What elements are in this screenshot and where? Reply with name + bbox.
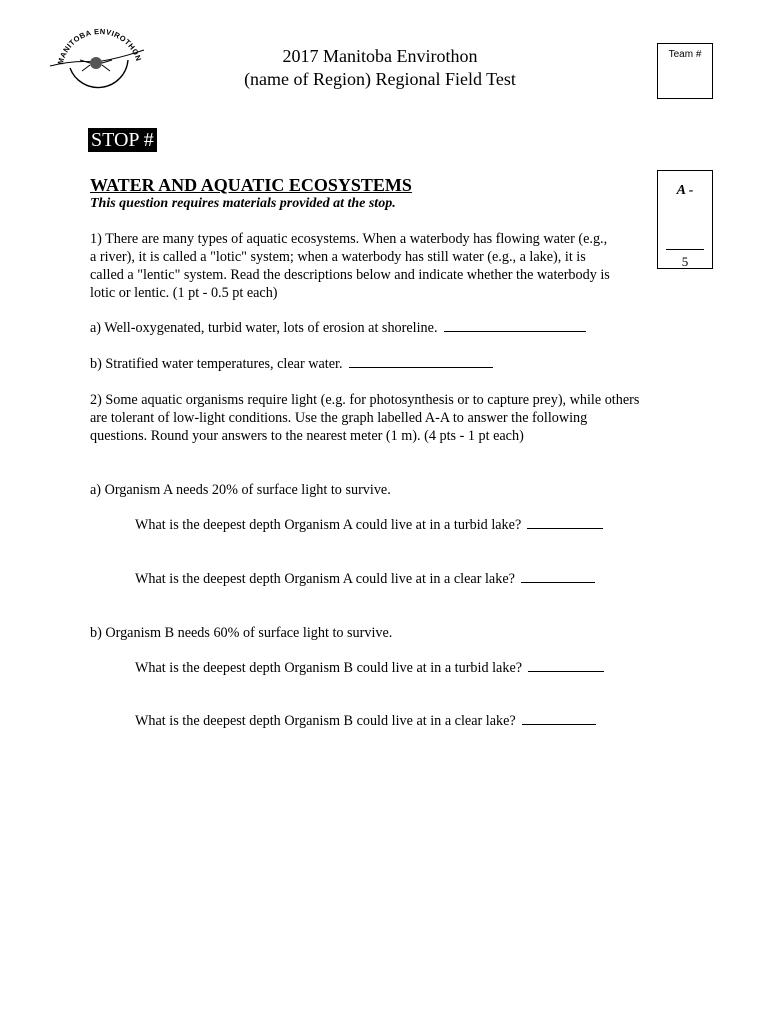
header-title-line2: (name of Region) Regional Field Test (244, 69, 516, 89)
score-label: A - (676, 183, 694, 198)
score-underline (666, 249, 704, 250)
header-title-line1: 2017 Manitoba Envirothon (282, 46, 478, 66)
answer-blank-1a[interactable] (444, 319, 586, 332)
answer-blank-1b[interactable] (349, 355, 493, 368)
question-2b-intro: b) Organism B needs 60% of surface light to survive. (90, 625, 393, 641)
question-2a-intro: a) Organism A needs 20% of surface light to survive. (90, 482, 391, 498)
question-1a-text: a) Well-oxygenated, turbid water, lots of erosion at shoreline. (90, 320, 438, 336)
section-title: WATER AND AQUATIC ECOSYSTEMS (90, 175, 412, 195)
question-2b-clear-text: What is the deepest depth Organism B could live at in a clear lake? (135, 713, 516, 729)
question-1-line: lotic or lentic. (1 pt - 0.5 pt each) (90, 285, 278, 301)
question-2-line: questions. Round your answers to the nearest meter (1 m). (4 pts - 1 pt each) (90, 428, 524, 444)
logo-text: MANITOBA ENVIROTHON (55, 26, 144, 66)
question-1a (90, 319, 586, 337)
score-total: 5 (681, 254, 689, 269)
question-1-line: a river), it is called a "lotic" system; when a waterbody has still water (e.g., a lake), it is (90, 249, 586, 265)
question-2-line: are tolerant of low-light conditions. Use the graph labelled A-A to answer the following (90, 410, 588, 426)
question-2b-clear (135, 712, 596, 730)
question-2-line: 2) Some aquatic organisms require light (e.g. for photosynthesis or to capture prey), while others (90, 392, 640, 408)
answer-blank-2b-turbid[interactable] (528, 659, 604, 672)
answer-blank-2a-turbid[interactable] (527, 516, 603, 529)
question-2a-turbid-text: What is the deepest depth Organism A could live at in a turbid lake? (135, 517, 522, 533)
envirothon-logo (44, 16, 156, 116)
question-2a-turbid (135, 516, 603, 534)
question-1b-text: b) Stratified water temperatures, clear water. (90, 356, 343, 372)
question-1-text (90, 230, 660, 302)
question-2b-turbid (135, 659, 604, 677)
question-1-line: called a "lentic" system. Read the descriptions below and indicate whether the waterbody is (90, 267, 610, 283)
question-1b (90, 355, 493, 373)
question-2a-clear (135, 570, 595, 588)
team-number-box[interactable] (657, 43, 713, 99)
answer-blank-2a-clear[interactable] (521, 570, 595, 583)
answer-blank-2b-clear[interactable] (522, 712, 596, 725)
score-box[interactable] (657, 170, 713, 269)
question-2b-turbid-text: What is the deepest depth Organism B could live at in a turbid lake? (135, 660, 523, 676)
question-1-line: 1) There are many types of aquatic ecosystems. When a waterbody has flowing water (e.g., (90, 231, 608, 247)
section-subtitle: This question requires materials provided at the stop. (90, 196, 396, 211)
stop-number-label: STOP # (88, 128, 157, 152)
question-2-text (90, 391, 690, 445)
team-number-label: Team # (668, 49, 702, 60)
question-2a-clear-text: What is the deepest depth Organism A could live at in a clear lake? (135, 571, 515, 587)
